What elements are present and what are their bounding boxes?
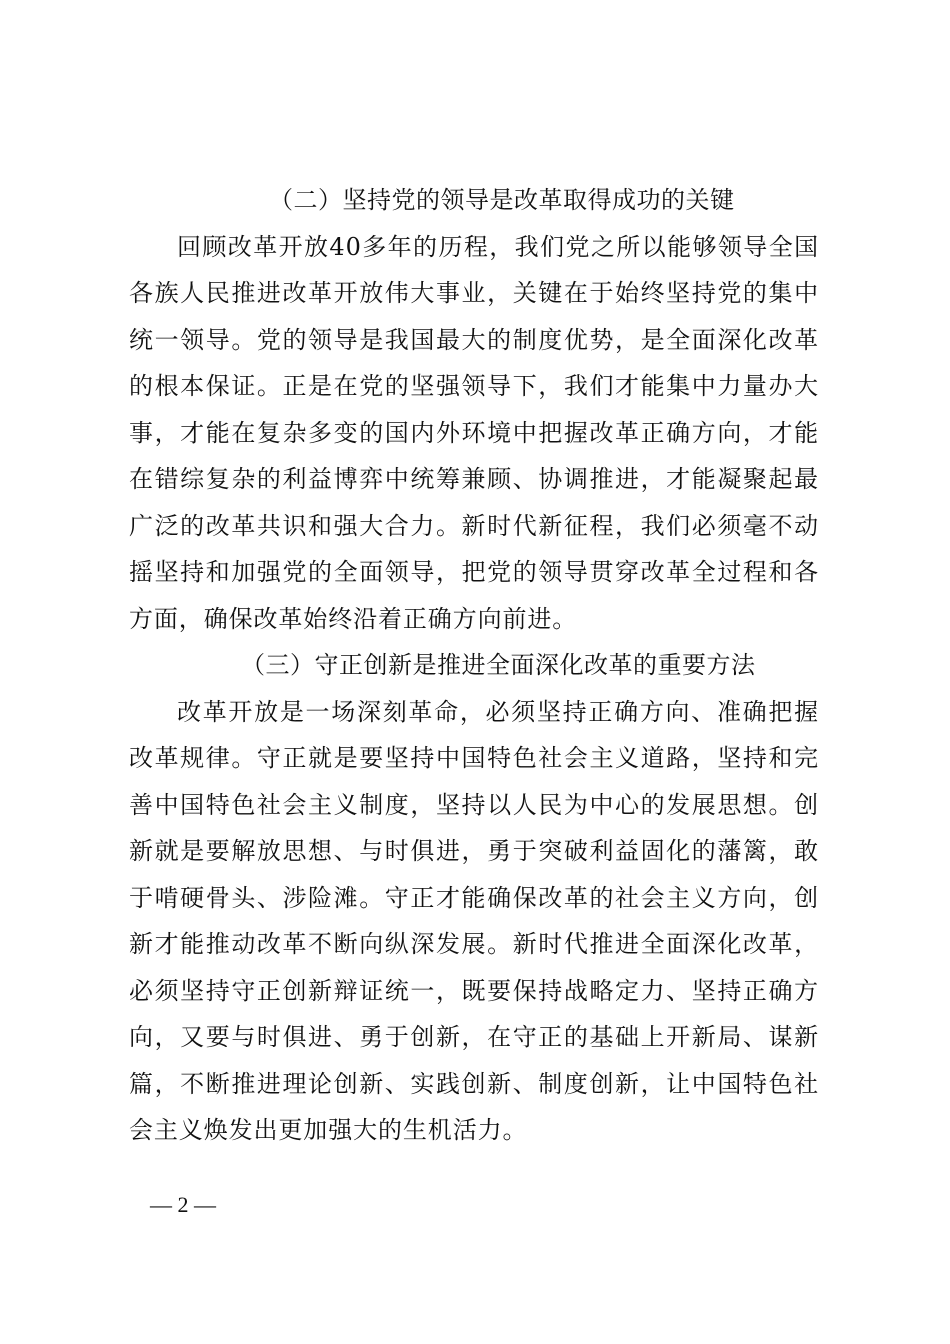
section-paragraph-3: 改革开放是一场深刻革命，必须坚持正确方向、准确把握改革规律。守正就是要坚持中国特色社会主义道路，坚持和完善中国特色社会主义制度，坚持以人民为中心的发展思想。创新就是要解放思想、与时俱进，勇于突破利益固化的藩篱，敢于啃硬骨头、涉险滩。守正才能确保改革的社会主义方向，创新才能推动改革不断向纵深发展。新时代推进全面深化改革，必须坚持守正创新辩证统一，既要保持战略定力、坚持正确方向，又要与时俱进、勇于创新，在守正的基础上开新局、谋新篇，不断推进理论创新、实践创新、制度创新，让中国特色社会主义焕发出更加强大的生机活力。 [129,697,819,1144]
section-heading-2: （二）坚持党的领导是改革取得成功的关键 [269,186,735,214]
section-heading-3: （三）守正创新是推进全面深化改革的重要方法 [241,651,756,679]
section-paragraph-2: 回顾改革开放40多年的历程，我们党之所以能够领导全国各族人民推进改革开放伟大事业，关键在于始终坚持党的集中统一领导。党的领导是我国最大的制度优势，是全面深化改革的根本保证。正是在党的坚强领导下，我们才能集中力量办大事，才能在复杂多变的国内外环境中把握改革正确方向，才能在错综复杂的利益博弈中统筹兼顾、协调推进，才能凝聚起最广泛的改革共识和强大合力。新时代新征程，我们必须毫不动摇坚持和加强党的全面领导，把党的领导贯穿改革全过程和各方面，确保改革始终沿着正确方向前进。 [129,232,819,633]
body-text [129,177,819,1154]
page-number: — 2 — [150,1192,216,1217]
